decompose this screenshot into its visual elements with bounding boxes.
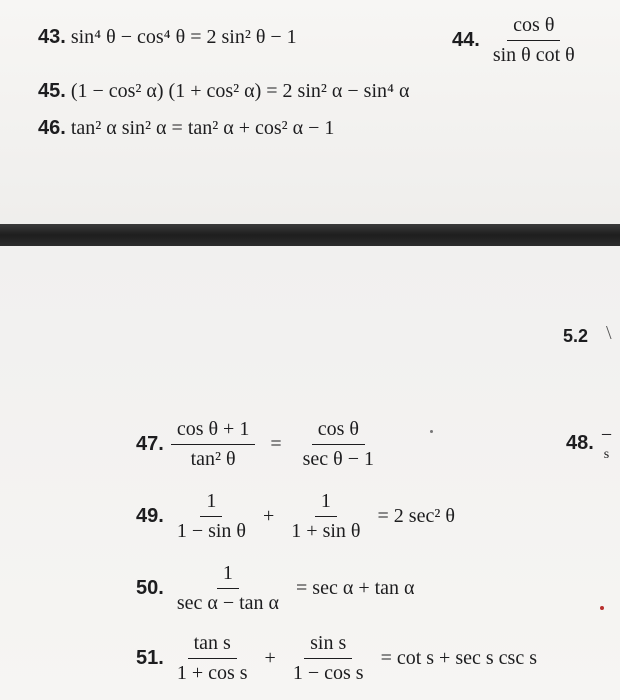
denominator: tan² θ bbox=[190, 448, 236, 470]
denominator: sec θ − 1 bbox=[302, 448, 375, 470]
fraction-a bbox=[171, 490, 252, 543]
equals-sign: = bbox=[270, 433, 282, 455]
right-hand-side: = 2 sec² θ bbox=[377, 505, 455, 527]
plus-sign: + bbox=[264, 647, 276, 669]
paper-speck bbox=[430, 430, 433, 433]
problem-49 bbox=[136, 490, 455, 543]
clipped-edge-mark: \ bbox=[606, 322, 612, 344]
fraction-b bbox=[287, 632, 370, 685]
problem-number: 45. bbox=[38, 80, 66, 102]
numerator: 1 bbox=[315, 490, 337, 517]
denominator: 1 + sin θ bbox=[291, 520, 361, 542]
problem-expression: sin⁴ θ − cos⁴ θ = 2 sin² θ − 1 bbox=[70, 26, 297, 48]
numerator: 1 bbox=[200, 490, 222, 517]
fraction bbox=[487, 14, 581, 67]
paper-speck bbox=[600, 606, 604, 610]
problem-45 bbox=[38, 80, 409, 103]
numerator: cos θ bbox=[507, 14, 560, 41]
problem-43 bbox=[38, 26, 297, 49]
denominator: 1 + cos s bbox=[176, 662, 248, 684]
problem-number: 44. bbox=[452, 29, 480, 51]
problem-44 bbox=[452, 14, 583, 67]
problem-number: 49. bbox=[136, 505, 164, 527]
fraction bbox=[171, 562, 285, 615]
problem-47 bbox=[136, 418, 382, 471]
numerator: sin s bbox=[304, 632, 352, 659]
problem-number: 51. bbox=[136, 647, 164, 669]
problem-number: 50. bbox=[136, 577, 164, 599]
numerator: tan s bbox=[188, 632, 237, 659]
numerator: 1 bbox=[217, 562, 239, 589]
section-label: 5.2 bbox=[563, 326, 589, 346]
problem-number: 46. bbox=[38, 117, 66, 139]
fraction-lhs bbox=[171, 418, 256, 471]
fraction-a bbox=[171, 632, 254, 685]
denominator: 1 − cos s bbox=[292, 662, 364, 684]
numerator: − bbox=[600, 424, 613, 446]
fraction-partial bbox=[599, 424, 614, 463]
right-hand-side: = cot s + sec s csc s bbox=[380, 647, 537, 669]
plus-sign: + bbox=[263, 505, 275, 527]
problem-expression: (1 − cos² α) (1 + cos² α) = 2 sin² α − sin⁴ α bbox=[70, 80, 410, 102]
problem-48 bbox=[566, 424, 616, 463]
problem-expression: tan² α sin² α = tan² α + cos² α − 1 bbox=[70, 117, 335, 139]
denominator: sec α − tan α bbox=[176, 592, 280, 614]
denominator: 1 − sin θ bbox=[176, 520, 247, 542]
numerator: cos θ + 1 bbox=[171, 418, 256, 445]
problem-number: 47. bbox=[136, 433, 164, 455]
numerator: cos θ bbox=[312, 418, 365, 445]
right-hand-side: = sec α + tan α bbox=[296, 577, 415, 599]
problem-number: 43. bbox=[38, 26, 66, 48]
problem-51 bbox=[136, 632, 537, 685]
denominator: s bbox=[603, 447, 610, 462]
fraction-rhs bbox=[297, 418, 380, 471]
page-gap-shadow bbox=[0, 224, 620, 246]
problem-50 bbox=[136, 562, 415, 615]
problem-number: 48. bbox=[566, 432, 594, 454]
problem-46 bbox=[38, 117, 334, 140]
denominator: sin θ cot θ bbox=[492, 44, 575, 66]
fraction-b bbox=[285, 490, 366, 543]
